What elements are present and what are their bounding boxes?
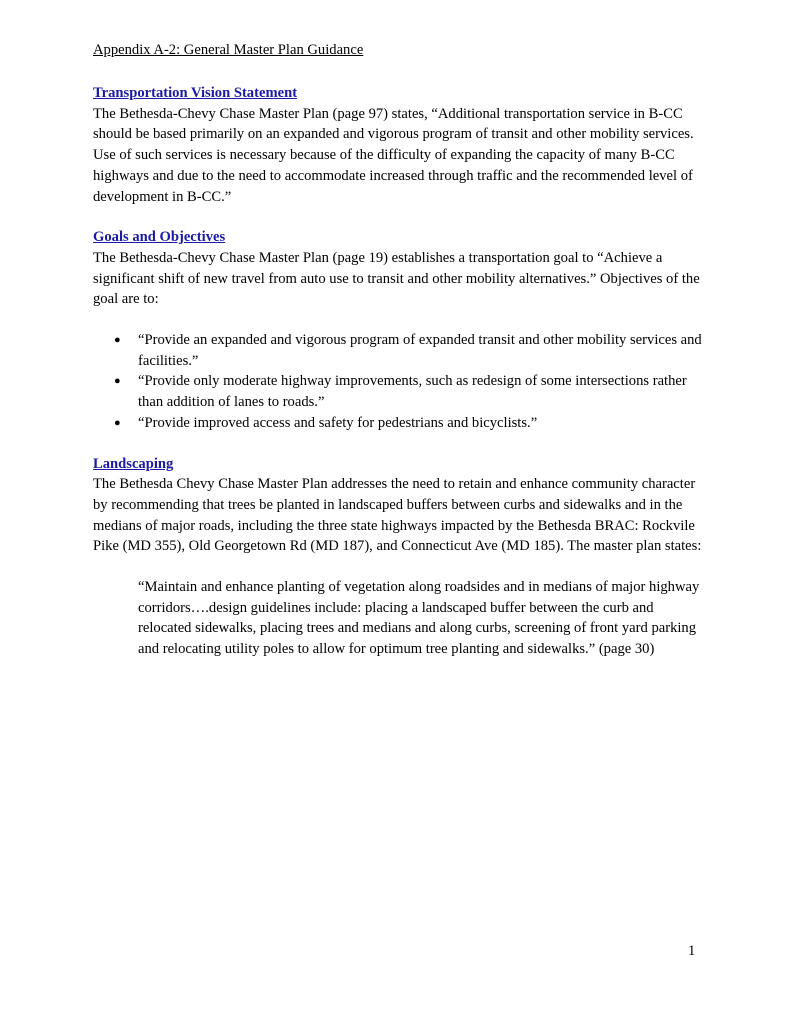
section-transportation-vision [93,83,703,207]
list-item [93,371,703,412]
list-item-text: “Provide only moderate highway improvements, such as redesign of some intersections rather than addition of lanes to roads.” [138,373,687,411]
section-heading-transportation-vision: Transportation Vision Statement [93,85,298,101]
document-page [93,40,703,680]
page-number: 1 [688,943,696,959]
list-item [93,413,703,434]
objectives-list [93,330,703,434]
section-heading-landscaping: Landscaping [93,455,174,472]
list-item-text: “Provide an expanded and vigorous program of expanded transit and other mobility services and facilities.” [138,332,702,369]
paragraph-landscaping: The Bethesda Chevy Chase Master Plan addresses the need to retain and enhance community character by recommending that trees be planted in landscaped buffers between curbs and sidewalks and in the medians of major roads, including the three state highways impacted by the Bethesda BRAC: Rockvile Pike (MD 355), Old Georgetown Rd (MD 187), and Connecticut Ave (MD 185). The master plan states: [93,476,702,555]
list-item-text: “Provide improved access and safety for pedestrians and bicyclists.” [138,414,538,431]
section-landscaping [93,454,703,660]
block-quote: “Maintain and enhance planting of vegetation along roadsides and in medians of major highway corridors….design guidelines include: placing a landscaped buffer between the curb and relocated sidewalks, placing trees and medians and along curbs, screening of front yard parking and relocating utility poles to allow for optimum tree planting and sidewalks.” (page 30) [138,579,700,658]
bullet-icon: ● [114,375,121,388]
section-heading-goals-objectives: Goals and Objectives [93,229,226,246]
bullet-icon: ● [114,416,121,429]
bullet-icon: ● [114,334,121,347]
list-item [93,330,703,371]
paragraph-transportation-vision: The Bethesda-Chevy Chase Master Plan (page 97) states, “Additional transportation service in B-CC should be based primarily on an expanded and vigorous program of transit and other mobility services. Use of such services is necessary because of the difficulty of expanding the capacity of many B-CC highways and due to the need to accommodate increased through traffic and the recommended level of development in B-CC.” [93,105,694,205]
running-header: Appendix A-2: General Master Plan Guidance [93,42,364,58]
paragraph-goals-objectives: The Bethesda-Chevy Chase Master Plan (page 19) establishes a transportation goal to “Achieve a significant shift of new travel from auto use to transit and other mobility alternatives.” Objectives of the goal are to: [93,249,700,308]
section-goals-objectives [93,227,703,433]
